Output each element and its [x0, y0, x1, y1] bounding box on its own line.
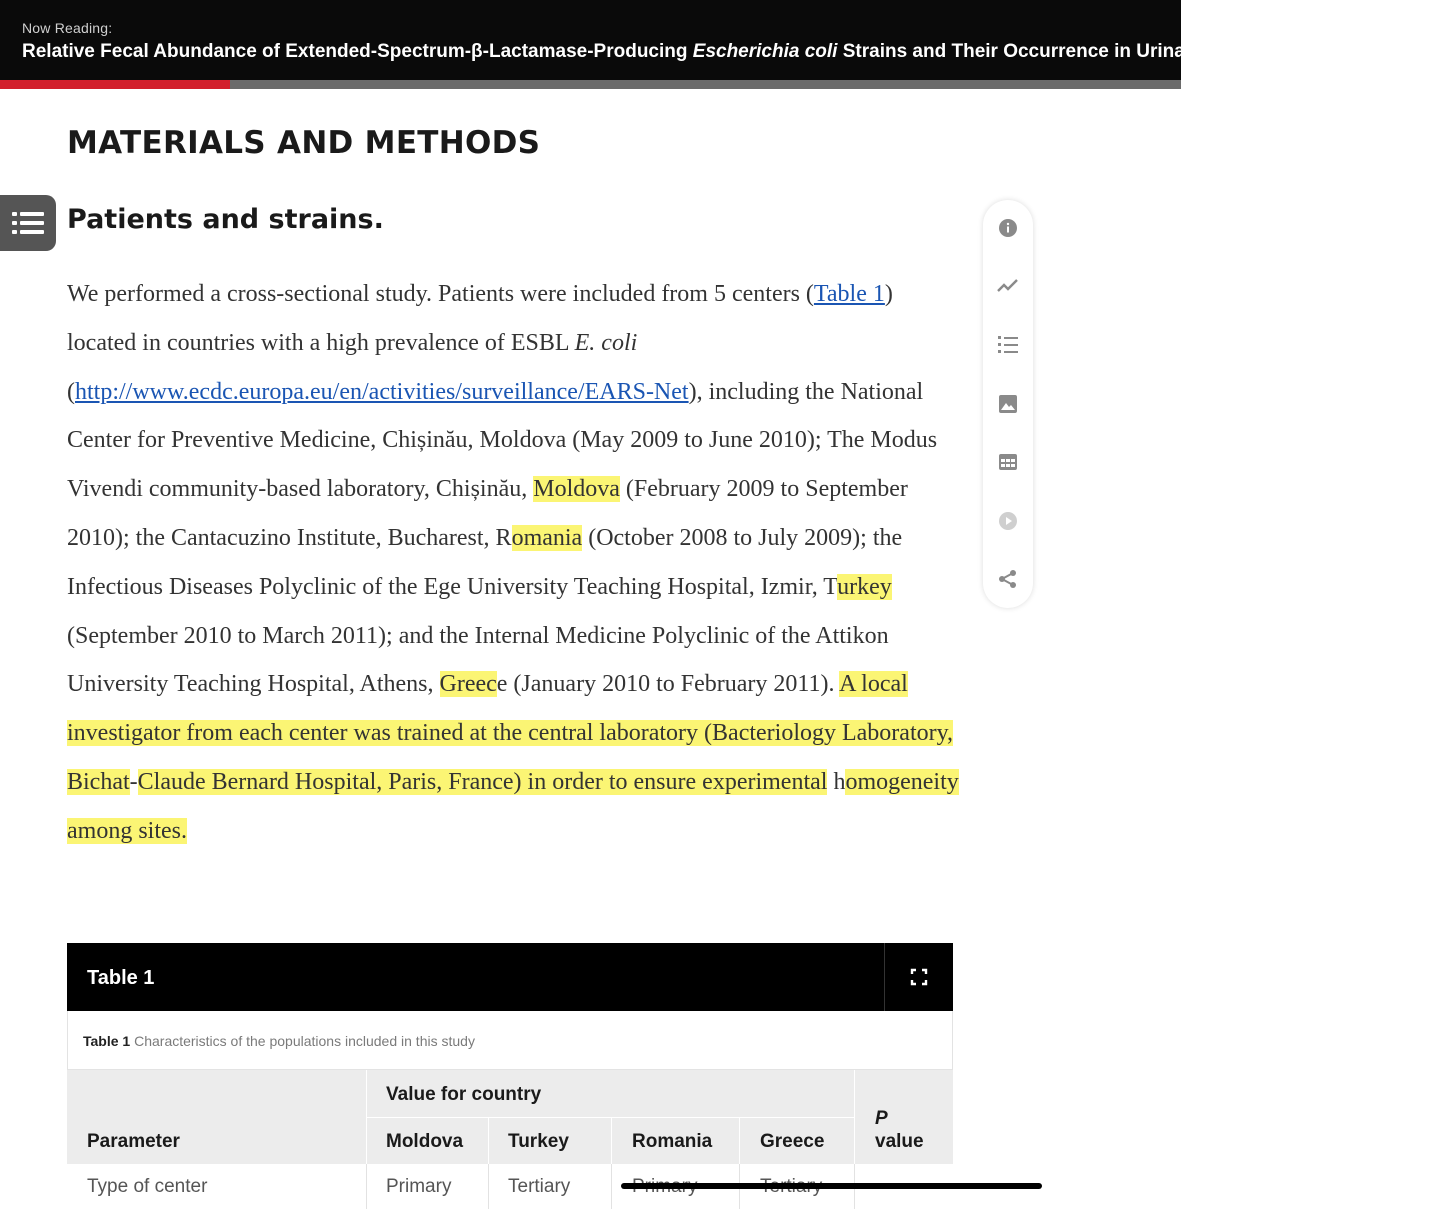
table-caption: Table 1 Characteristics of the populations included in this study: [83, 1033, 475, 1049]
divider: [854, 1070, 855, 1164]
divider: [611, 1117, 612, 1164]
highlight-moldova: Moldova: [533, 476, 620, 503]
references-icon[interactable]: [996, 333, 1020, 357]
table-1-card: [67, 943, 953, 1203]
cell-turkey: Tertiary: [508, 1176, 571, 1197]
highlight-sentence-3: omogeneity among sites.: [67, 768, 959, 844]
col-turkey: Turkey: [508, 1131, 569, 1152]
divider: [739, 1117, 740, 1164]
tables-icon[interactable]: [996, 450, 1020, 474]
table-of-contents-button[interactable]: [0, 195, 56, 251]
col-romania: Romania: [632, 1131, 713, 1152]
article-tools-rail: [983, 200, 1033, 608]
col-moldova: Moldova: [386, 1131, 464, 1152]
metrics-icon[interactable]: [996, 274, 1020, 298]
expand-table-button[interactable]: [884, 943, 953, 1011]
ears-net-link[interactable]: http://www.ecdc.europa.eu/en/activities/surveillance/EARS-Net: [75, 378, 689, 405]
article-paragraph: We performed a cross-sectional study. Patients were included from 5 centers (Table 1) located in countries with a high prevalence of ESBL E. coli (http://www.ecdc.europa.eu/en/activities/surveillance/EARS-Net), including the National Center for Preventive Medicine, Chișinău, Moldova (May 2009 to June 2010); The Modus Vivendi community-based laboratory, Chișinău, Moldova (February 2009 to September 2010); the Cantacuzino Institute, Bucharest, Romania (October 2008 to July 2009); the Infectious Diseases Polyclinic of the Ege University Teaching Hospital, Izmir, Turkey (September 2010 to March 2011); and the Internal Medicine Polyclinic of the Attikon University Teaching Hospital, Athens, Greece (January 2010 to February 2011). A local investigator from each center was trained at the central laboratory (Bacteriology Laboratory, Bichat-Claude Bernard Hospital, Paris, France) in order to ensure experimental homogeneity among sites.: [67, 281, 959, 844]
info-icon[interactable]: [996, 216, 1020, 240]
subsection-title: Patients and strains.: [67, 204, 384, 235]
col-greece: Greece: [760, 1131, 825, 1152]
divider: [611, 1164, 612, 1209]
share-icon[interactable]: [996, 567, 1020, 591]
reading-progress-fill: [0, 80, 230, 89]
table-header-bar: [67, 943, 953, 1011]
divider: [488, 1164, 489, 1209]
divider: [366, 1117, 854, 1118]
media-icon[interactable]: [996, 509, 1020, 533]
section-title: MATERIALS AND METHODS: [67, 125, 541, 161]
cell-moldova: Primary: [386, 1176, 452, 1197]
article-title[interactable]: Relative Fecal Abundance of Extended-Spectrum-β-Lactamase-Producing Escherichia coli Strains and Their Occurrence in Urinary Tract Infections in Women: [22, 41, 1444, 62]
expand-icon: [910, 968, 928, 986]
highlight-greece: Greec: [439, 671, 497, 698]
cell-parameter: Type of center: [87, 1176, 208, 1197]
highlight-turkey: urkey: [837, 573, 892, 600]
now-reading-banner: [0, 0, 1444, 80]
reading-progress-bar: [0, 80, 1181, 89]
highlight-romania: omania: [511, 524, 583, 551]
figures-icon[interactable]: [996, 392, 1020, 416]
divider: [366, 1164, 367, 1209]
divider: [488, 1117, 489, 1164]
highlight-sentence-2: Claude Bernard Hospital, Paris, France) in order to ensure experimental: [137, 768, 828, 795]
table-caption-row: [67, 1011, 953, 1070]
col-parameter: Parameter: [87, 1131, 180, 1152]
list-icon: [10, 209, 46, 237]
table-title: Table 1: [87, 967, 155, 989]
home-indicator[interactable]: [621, 1183, 1042, 1189]
group-header: Value for country: [386, 1084, 542, 1105]
now-reading-label: Now Reading:: [22, 20, 113, 36]
col-p: P: [875, 1108, 888, 1129]
table-1-link[interactable]: Table 1: [813, 281, 885, 307]
col-p-value: value: [875, 1131, 924, 1152]
table-head: [67, 1070, 953, 1164]
highlight-sentence: A local investigator from each center was trained at the central laboratory (Bacteriology Laboratory, Bichat: [67, 671, 954, 795]
